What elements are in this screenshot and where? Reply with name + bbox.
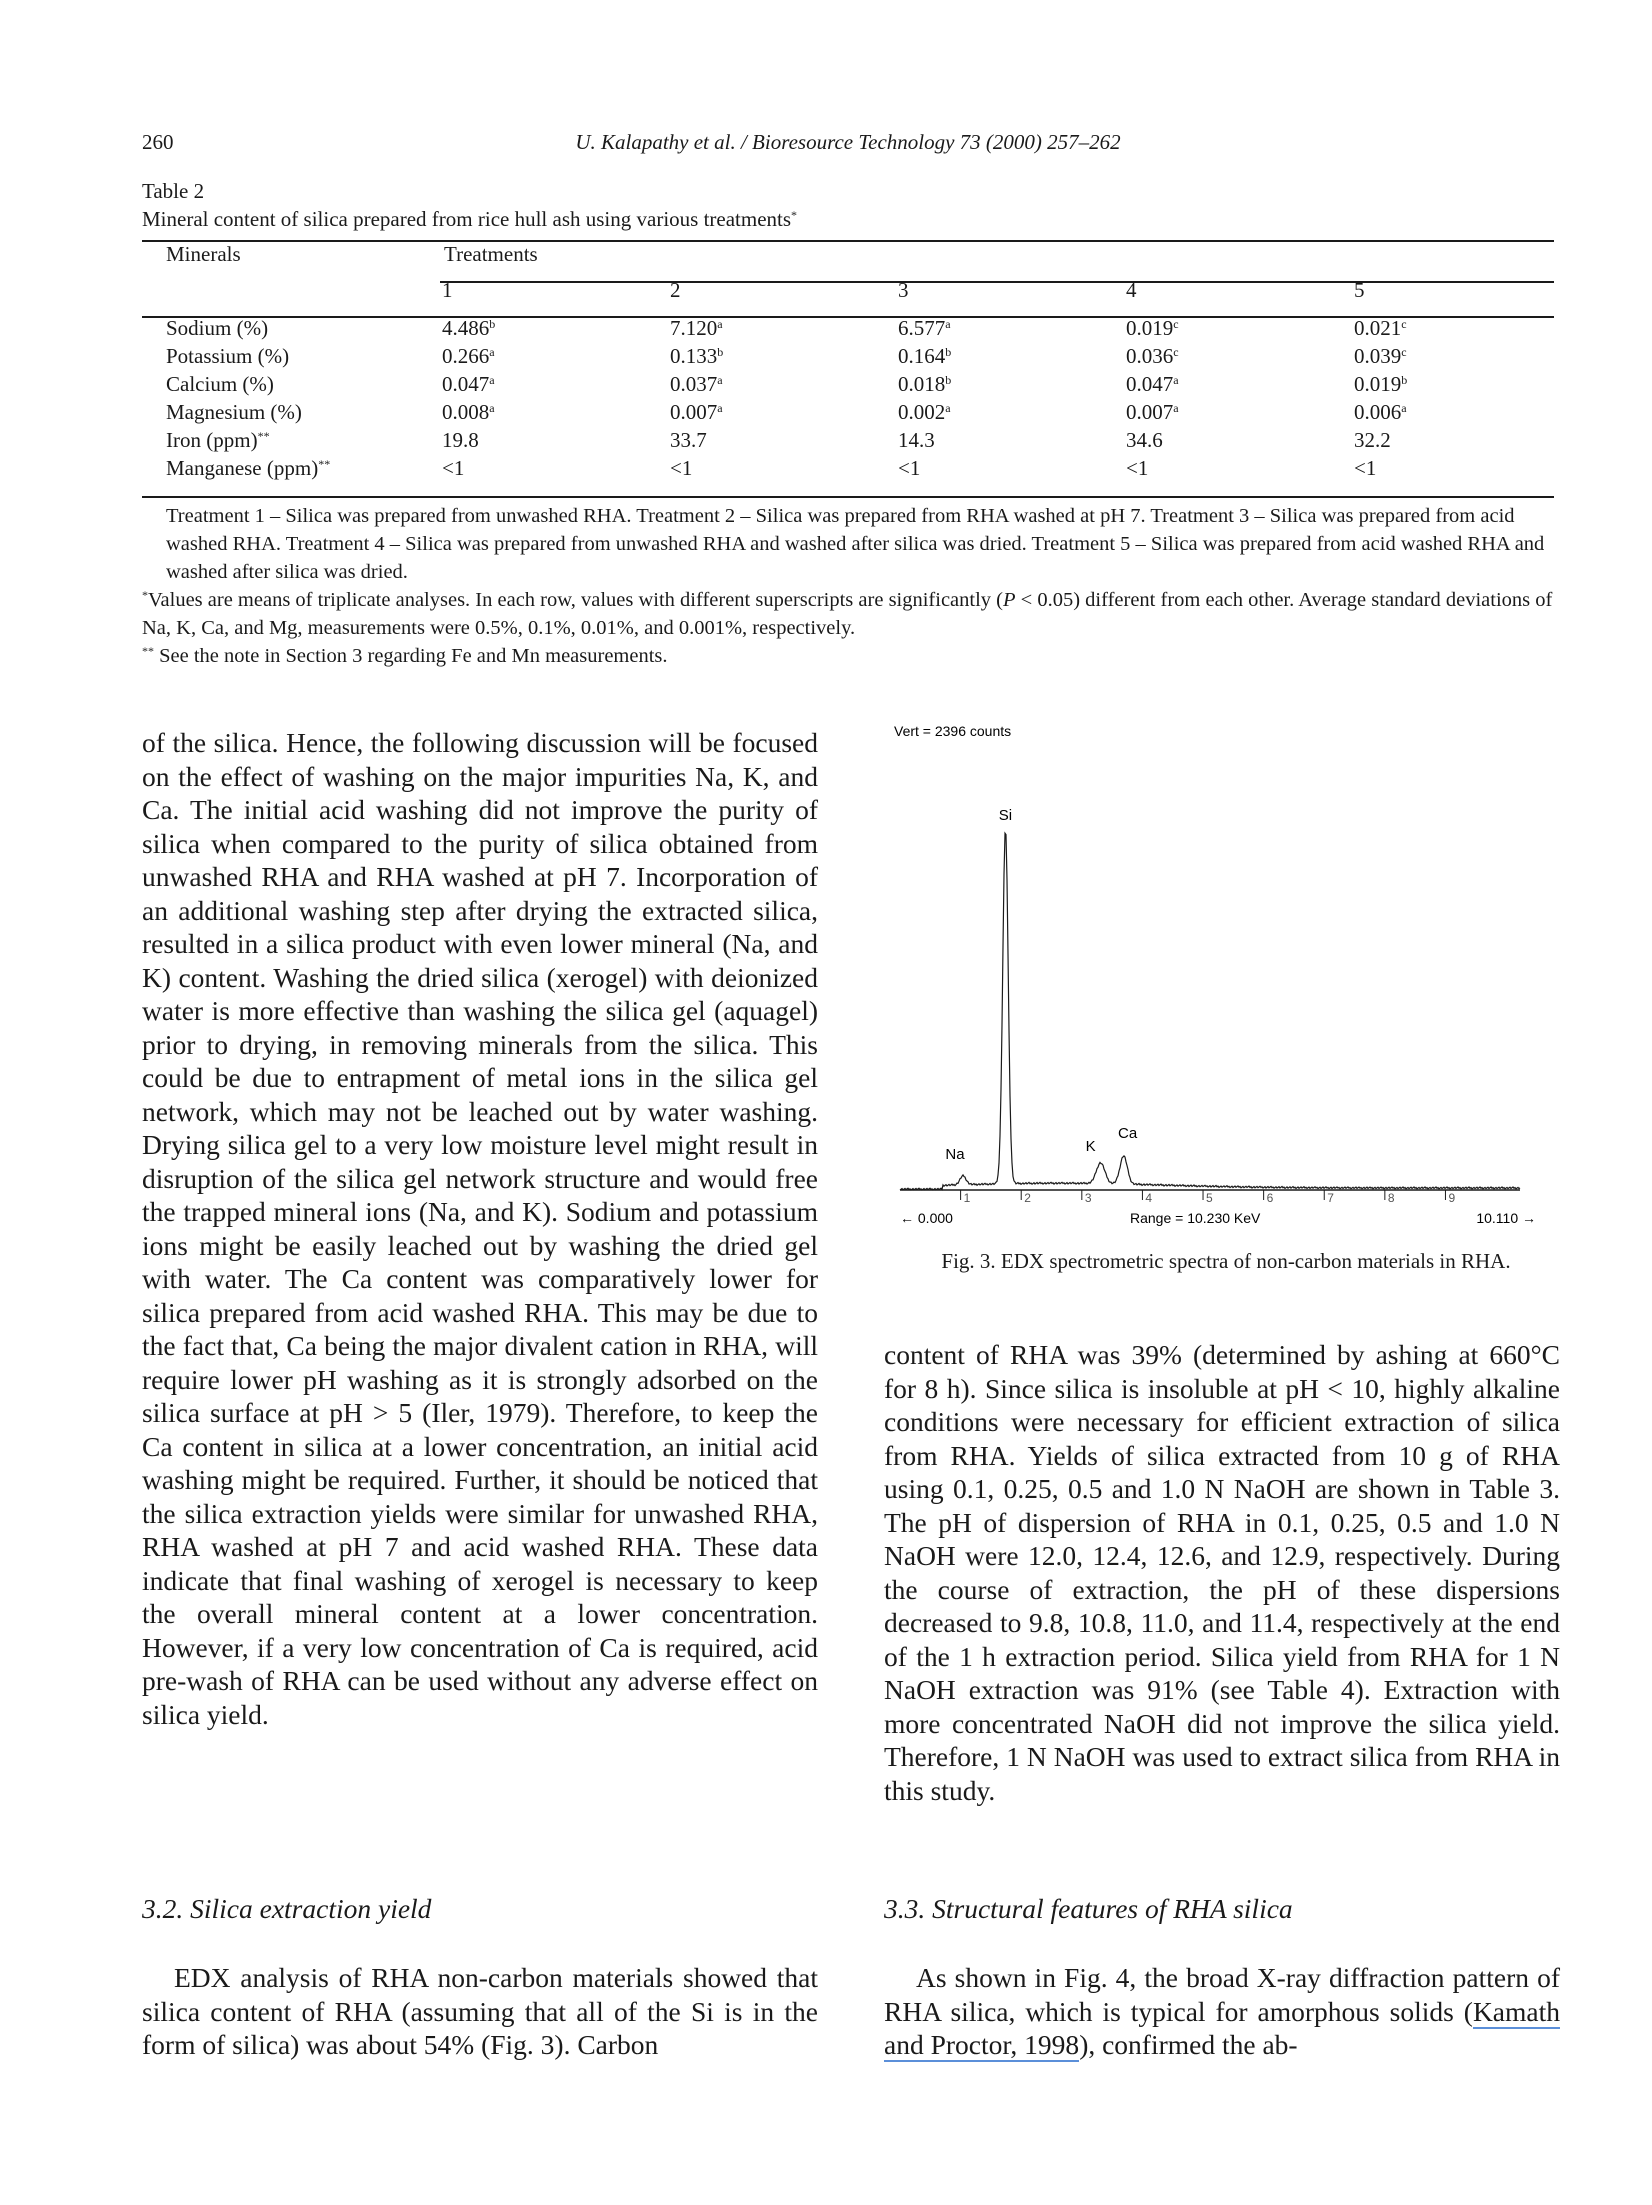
table-cell: 0.047$^a$ [1126, 372, 1179, 396]
table-row [142, 342, 1554, 370]
table-cell: 6.577$^a$ [898, 316, 951, 340]
table-cell: 32.2 [1354, 428, 1391, 452]
spectrum-line [900, 833, 1520, 1190]
vert-counts-label: Vert = 2396 counts [894, 724, 1012, 739]
edx-spectrum-chart [880, 724, 1540, 1234]
mineral-name: Manganese (ppm)** [166, 456, 331, 480]
section-heading-3-2: 3.2. Silica extraction yield [142, 1893, 432, 1924]
running-header [142, 130, 1554, 162]
table-row [142, 426, 1554, 454]
table-cell: 0.008$^a$ [442, 400, 495, 424]
treatment-number: 1 [442, 278, 453, 302]
section-3-2-text: EDX analysis of RHA non-carbon materials showed that silica content of RHA (assuming that all of the Si is in the form of silica) was about 54% (Fig. 3). Carbon [142, 1962, 818, 2060]
x-tick-label: 9 [1448, 1191, 1456, 1205]
mineral-name: Iron (ppm)** [166, 428, 270, 452]
citation-link[interactable]: Kamath and Proctor, 1998 [884, 1995, 1560, 2060]
figure-caption: Fig. 3. EDX spectrometric spectra of non-carbon materials in RHA. [941, 1249, 1511, 1273]
mineral-name: Calcium (%) [166, 372, 274, 396]
running-title: U. Kalapathy et al. / Bioresource Technology 73 (2000) 257–262 [575, 130, 1121, 154]
table-cell: <1 [898, 456, 921, 480]
table-label: Table 2 [142, 179, 205, 203]
table-cell: 0.019$^b$ [1354, 372, 1408, 396]
table-row [142, 454, 1554, 482]
peak-label-si: Si [998, 807, 1013, 824]
table-cell: 0.006$^a$ [1354, 400, 1407, 424]
table-row [142, 398, 1554, 426]
x-tick-label: 5 [1206, 1191, 1213, 1205]
table-footnote-star: *Values are means of triplicate analyses. In each row, values with different superscripts are significantly (P < 0.05) different from each other. Average standard deviations of Na, K, Ca, and Mg, measurements were 0.5%, 0.1%, 0.01%, and 0.001%, respectively. [142, 588, 1553, 639]
table-cell: 34.6 [1126, 428, 1163, 452]
x-tick-label: 1 [963, 1191, 971, 1205]
table-note-treatments: Treatment 1 – Silica was prepared from unwashed RHA. Treatment 2 – Silica was prepared from RHA washed at pH 7. Treatment 3 – Silica was prepared from acid washed RHA. Treatment 4 – Silica was prepared from unwashed RHA and washed after silica was dried. Treatment 5 – Silica was prepared from acid washed RHA and washed after silica was dried. [166, 505, 1545, 583]
table-cell: 0.018$^b$ [898, 372, 952, 396]
table-cell: 0.021$^c$ [1354, 316, 1407, 340]
mineral-name: Sodium (%) [166, 316, 269, 340]
table-cell: <1 [1126, 456, 1149, 480]
mineral-name: Magnesium (%) [166, 400, 302, 424]
section-heading-3-3: 3.3. Structural features of RHA silica [884, 1893, 1293, 1924]
left-column-text: of the silica. Hence, the following discussion will be focused on the effect of washing on the major impurities Na, K, and Ca. The initial acid washing did not improve the purity of silica when compared to the purity of silica obtained from unwashed RHA and RHA washed at pH 7. Incorporation of an additional washing step after drying the extracted silica, resulted in a silica product with even lower mineral (Na, and K) content. Washing the dried silica (xerogel) with deionized water is more effective than washing the silica gel (aquagel) prior to drying, in removing minerals from the silica. This could be due to entrapment of metal ions in the silica gel network, which may not be leached out by water washing. Drying silica gel to a very low moisture level might result in disruption of the silica gel network structure and would free the trapped mineral ions (Na, and K). Sodium and potassium ions might be easily leached out by washing the dried gel with water. The Ca content was comparatively lower for silica prepared from acid washed RHA. This may be due to the fact that, Ca being the major divalent cation in RHA, will require lower pH washing as it is strongly adsorbed on the silica surface at pH > 5 (Iler, 1979). Therefore, to keep the Ca content in silica at a lower concentration, an initial acid washing might be required. Further, it should be noticed that the silica extraction yields were similar for unwashed RHA, RHA washed at pH 7 and acid washed RHA. These data indicate that final washing of xerogel is necessary to keep the overall mineral content at a lower concentration. However, if a very low concentration of Ca is required, acid pre-wash of RHA can be used without any adverse effect on silica yield. [142, 727, 818, 1730]
table-cell: 0.037$^a$ [670, 372, 723, 396]
section-3-3-text: As shown in Fig. 4, the broad X-ray diffraction pattern of RHA silica, which is typical for amorphous solids (Kamath and Proctor, 1998), confirmed the ab- [884, 1962, 1560, 2060]
table-bottom-rule [142, 496, 1554, 498]
table-cell: 0.036$^c$ [1126, 344, 1179, 368]
table-cell: 0.039$^c$ [1354, 344, 1407, 368]
table-footnote-dstar: ** See the note in Section 3 regarding Fe and Mn measurements. [142, 644, 668, 667]
x-tick-label: 8 [1387, 1191, 1395, 1205]
x-tick-label: 4 [1145, 1191, 1153, 1205]
treatment-number: 5 [1354, 278, 1365, 302]
table-cell: 33.7 [670, 428, 707, 452]
table-cell: 0.019$^c$ [1126, 316, 1179, 340]
table-row [142, 314, 1554, 342]
table-cell: 0.164$^b$ [898, 344, 952, 368]
range-end-label: 10.110 → [1476, 1210, 1536, 1226]
table-row [142, 370, 1554, 398]
table-caption: Mineral content of silica prepared from rice hull ash using various treatments* [142, 207, 798, 231]
x-tick-label: 3 [1084, 1191, 1092, 1205]
peak-label-k: K [1085, 1138, 1096, 1156]
right-column-text: content of RHA was 39% (determined by ashing at 660°C for 8 h). Since silica is insoluble at pH < 10, highly alkaline conditions were necessary for efficient extraction of silica from RHA. Yields of silica extracted from 10 g of RHA using 0.1, 0.25, 0.5 and 1.0 N NaOH are shown in Table 3. The pH of dispersion of RHA in 0.1, 0.25, 0.5 and 1.0 N NaOH were 12.0, 12.4, 12.6, and 12.9, respectively. During the course of extraction, the pH of these dispersions decreased to 9.8, 10.8, 11.0, and 11.4, respectively at the end of the 1 h extraction period. Silica yield from RHA for 1 N NaOH extraction was 91% (see Table 4). Extraction with more concentrated NaOH did not improve the silica yield. Therefore, 1 N NaOH was used to extract silica from RHA in this study. [884, 1339, 1560, 1806]
table-cell: 0.007$^a$ [1126, 400, 1179, 424]
table-cell: 7.120$^a$ [670, 316, 723, 340]
table-cell: 0.047$^a$ [442, 372, 495, 396]
x-tick-label: 7 [1327, 1191, 1334, 1205]
table-cell: <1 [670, 456, 693, 480]
table-cell: 0.007$^a$ [670, 400, 723, 424]
range-start-label: ← 0.000 [900, 1210, 953, 1226]
table-cell: 0.002$^a$ [898, 400, 951, 424]
table-cell: 0.133$^b$ [670, 344, 724, 368]
table-cell: 4.486$^b$ [442, 316, 496, 340]
x-tick-label: 6 [1266, 1191, 1274, 1205]
table-cell: 19.8 [442, 428, 479, 452]
col-header-treatments: Treatments [444, 242, 538, 266]
mineral-table [142, 242, 1554, 482]
peak-label-na: Na [945, 1146, 965, 1164]
x-tick-label: 2 [1024, 1191, 1031, 1205]
treatment-number: 3 [898, 278, 909, 302]
range-label: Range = 10.230 KeV [1130, 1210, 1261, 1226]
table-cell: <1 [442, 456, 465, 480]
table-cell: <1 [1354, 456, 1377, 480]
col-header-minerals: Minerals [166, 242, 241, 266]
table-cell: 14.3 [898, 428, 935, 452]
mineral-name: Potassium (%) [166, 344, 290, 368]
page-number: 260 [142, 130, 174, 154]
table-cell: 0.266$^a$ [442, 344, 495, 368]
treatment-number: 4 [1126, 278, 1137, 302]
peak-label-ca: Ca [1118, 1124, 1138, 1142]
treatment-number: 2 [670, 278, 681, 302]
